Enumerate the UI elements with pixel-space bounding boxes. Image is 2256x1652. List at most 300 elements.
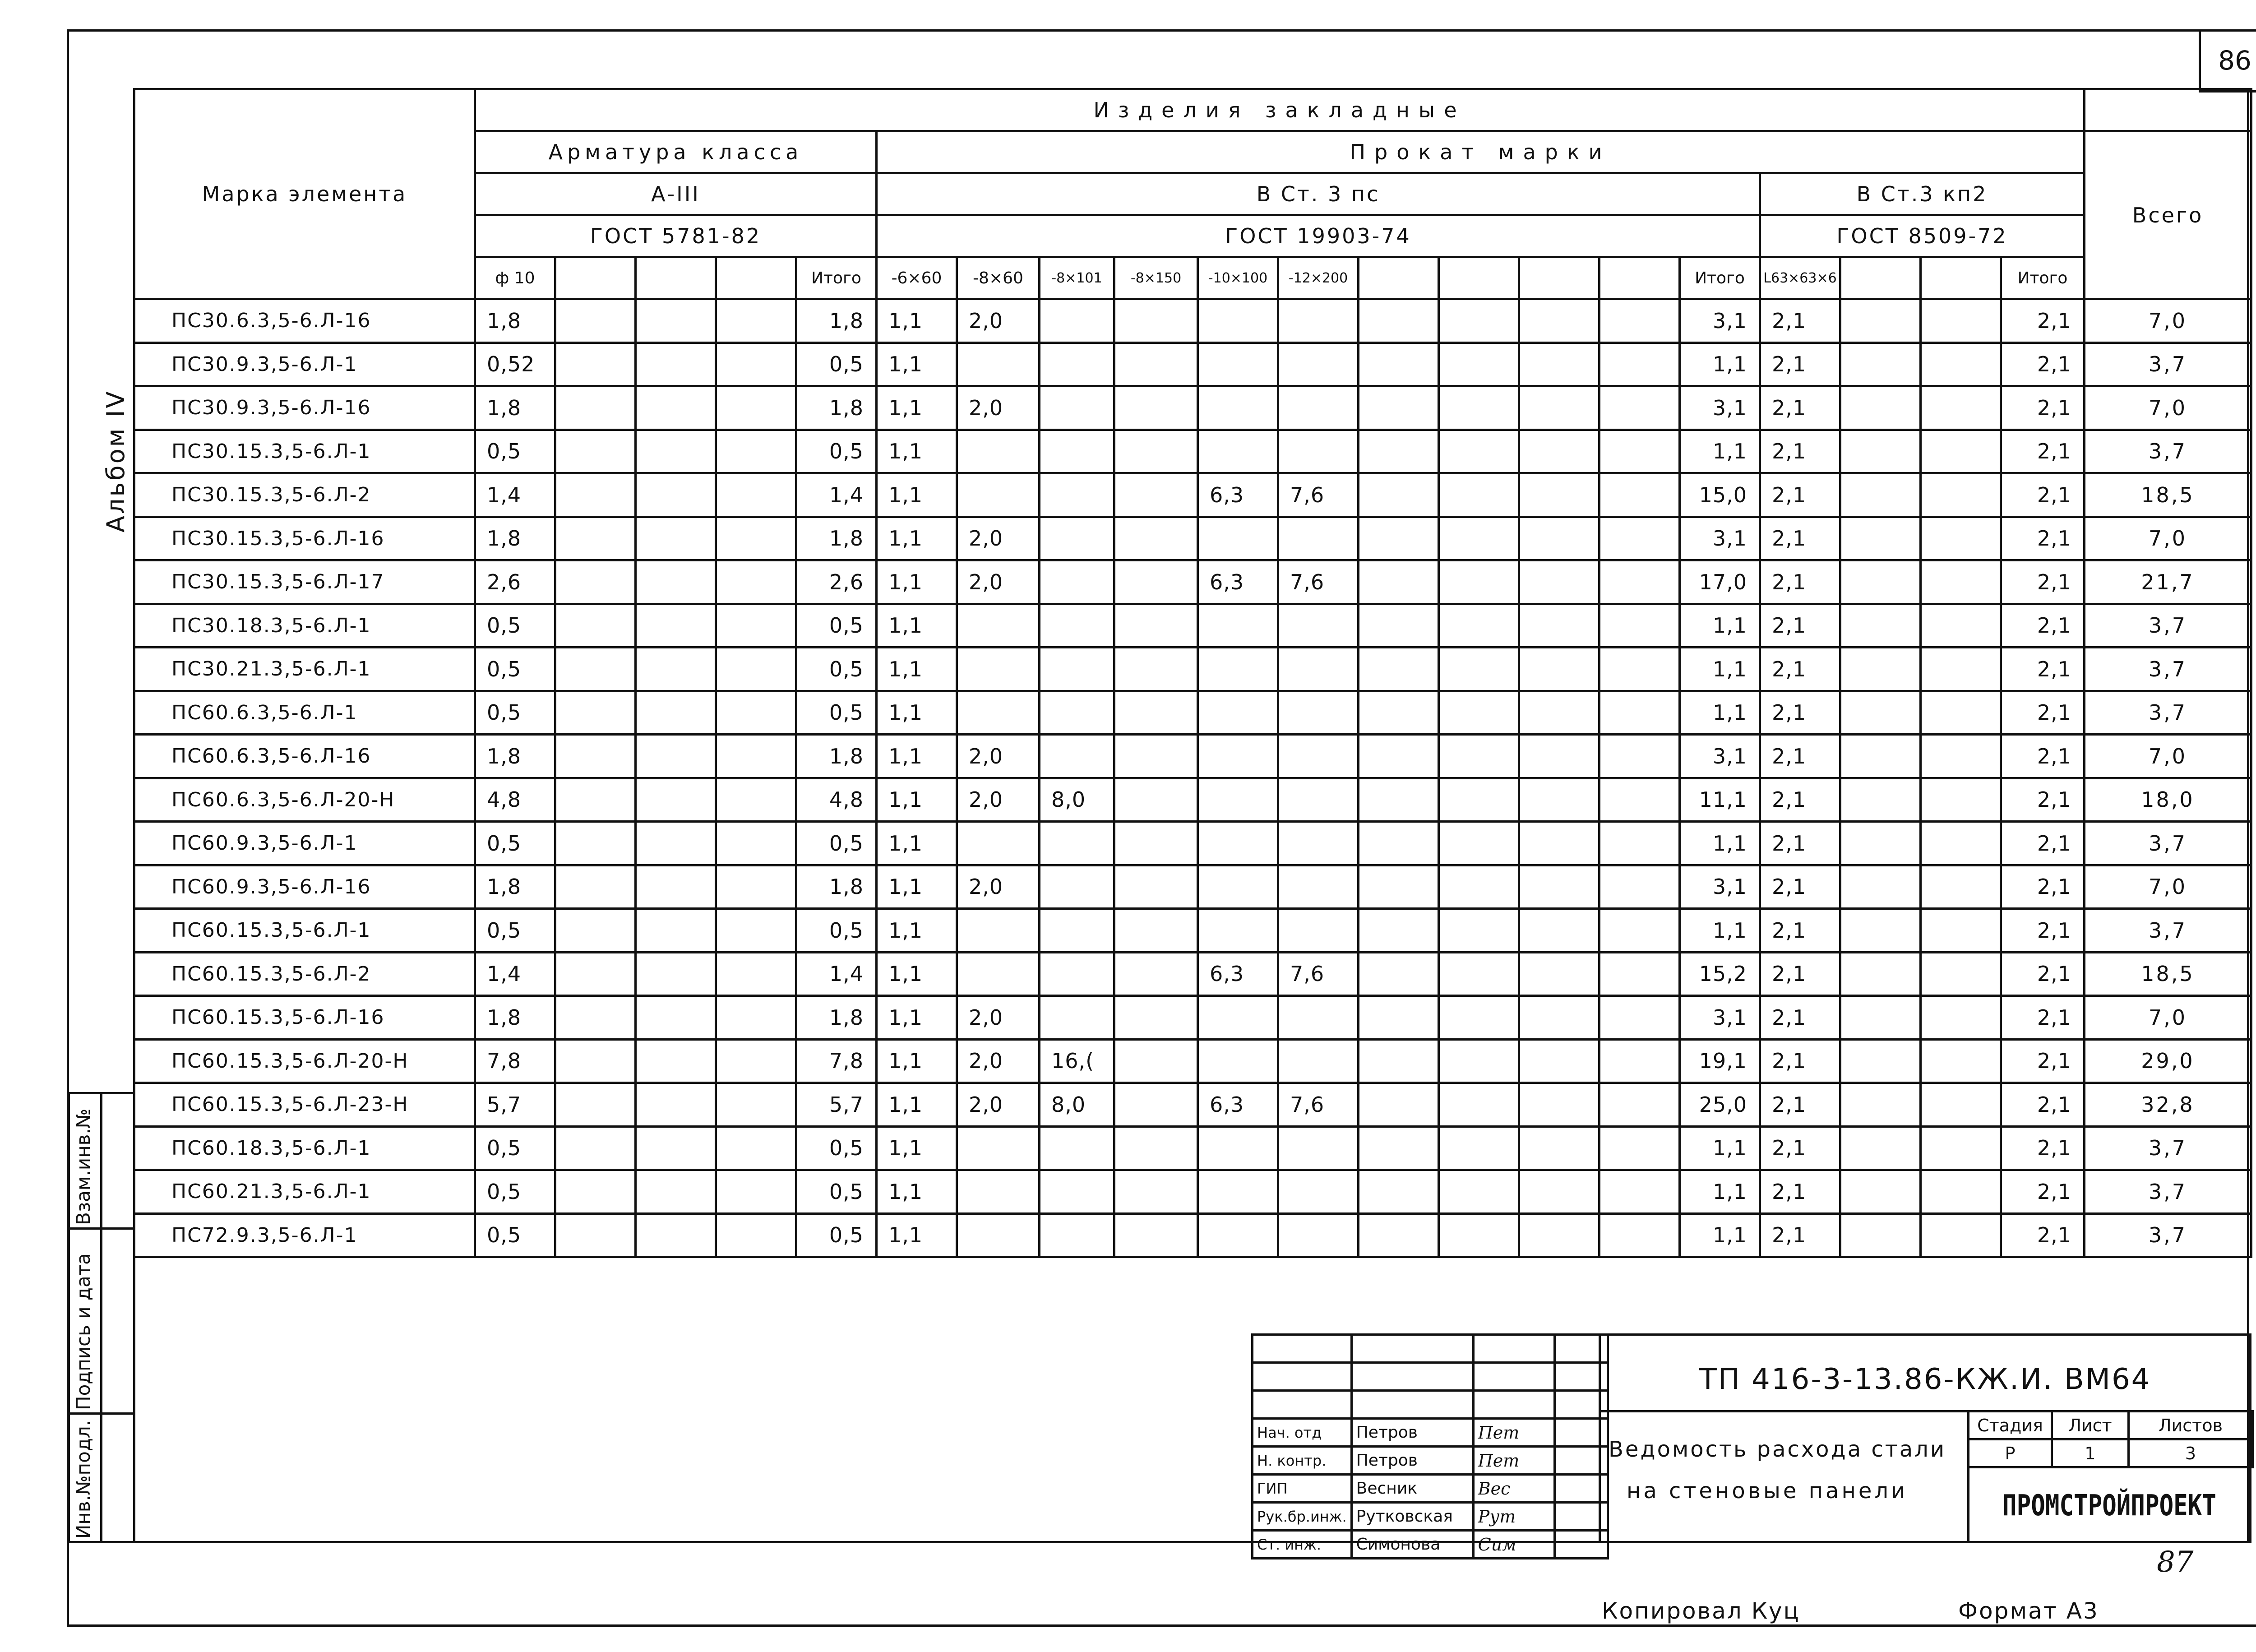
row-cell-it3: 2,1 [2001, 1039, 2085, 1083]
row-cell-c81 [1040, 996, 1114, 1040]
row-cell-c12 [1278, 386, 1359, 430]
row-cell-empty [1840, 648, 1921, 691]
row-cell-empty [1439, 822, 1519, 865]
row-cell-it1: 5,7 [796, 1083, 877, 1127]
row-cell-empty [555, 865, 636, 909]
row-cell-ang: 2,1 [1760, 778, 1840, 822]
row-cell-empty [1921, 648, 2001, 691]
row-cell-ang: 2,1 [1760, 517, 1840, 560]
row-cell-tot: 3,7 [2085, 1126, 2251, 1170]
row-cell-empty [1519, 386, 1600, 430]
row-cell-it1: 4,8 [796, 778, 877, 822]
row-cell-empty [1600, 342, 1680, 386]
col-empty [1519, 257, 1600, 299]
table-row [134, 778, 2251, 822]
row-cell-empty [1600, 648, 1680, 691]
row-cell-c12 [1278, 648, 1359, 691]
row-cell-empty [555, 430, 636, 473]
table-row [134, 342, 2251, 386]
row-cell-empty [1600, 778, 1680, 822]
row-cell-c10: 6,3 [1198, 560, 1278, 604]
row-cell-c10 [1198, 430, 1278, 473]
row-cell-c815 [1114, 648, 1198, 691]
row-cell-it3: 2,1 [2001, 909, 2085, 953]
row-cell-it3: 2,1 [2001, 1170, 2085, 1214]
row-cell-tot: 7,0 [2085, 299, 2251, 343]
header-mark: Марка элемента [134, 89, 475, 299]
row-cell-c81 [1040, 517, 1114, 560]
row-cell-c8: 2,0 [957, 1039, 1040, 1083]
stamp-empty-cell [1473, 1363, 1554, 1391]
row-cell-tot: 29,0 [2085, 1039, 2251, 1083]
row-cell-empty [1519, 604, 1600, 648]
row-cell-c815 [1114, 430, 1198, 473]
row-cell-empty [1359, 560, 1439, 604]
signer-role: ГИП [1253, 1475, 1352, 1503]
row-cell-empty [1519, 473, 1600, 517]
row-cell-empty [1600, 604, 1680, 648]
stamp-empty-cell [1351, 1391, 1473, 1419]
row-cell-empty [1519, 517, 1600, 560]
header-steel2-gost: ГОСТ 8509-72 [1760, 215, 2085, 257]
row-cell-c81 [1040, 822, 1114, 865]
row-cell-it1: 0,5 [796, 430, 877, 473]
row-cell-c12 [1278, 822, 1359, 865]
table-row [134, 517, 2251, 560]
row-cell-c81: 8,0 [1040, 1083, 1114, 1127]
row-cell-c6: 1,1 [877, 909, 957, 953]
row-cell-d10: 0,5 [475, 1126, 555, 1170]
row-cell-empty [1921, 822, 2001, 865]
signer-name: Весник [1351, 1475, 1473, 1503]
row-cell-c815 [1114, 1039, 1198, 1083]
row-cell-it3: 2,1 [2001, 691, 2085, 735]
row-cell-empty [1921, 778, 2001, 822]
row-cell-empty [716, 604, 796, 648]
row-cell-empty [555, 909, 636, 953]
table-row [134, 648, 2251, 691]
row-cell-c8: 2,0 [957, 560, 1040, 604]
row-cell-c81 [1040, 1126, 1114, 1170]
signature-row [1253, 1475, 1608, 1503]
table-row [134, 1170, 2251, 1214]
row-cell-empty [636, 735, 716, 778]
row-cell-empty [1519, 1126, 1600, 1170]
row-cell-empty [1921, 473, 2001, 517]
table-row [134, 560, 2251, 604]
row-cell-c81 [1040, 473, 1114, 517]
row-cell-it3: 2,1 [2001, 299, 2085, 343]
row-cell-it2: 3,1 [1680, 517, 1760, 560]
row-cell-empty [1840, 865, 1921, 909]
row-cell-empty [636, 648, 716, 691]
row-cell-empty [716, 735, 796, 778]
row-cell-empty [1519, 691, 1600, 735]
row-cell-it3: 2,1 [2001, 342, 2085, 386]
row-cell-it2: 1,1 [1680, 604, 1760, 648]
row-cell-c12 [1278, 430, 1359, 473]
row-cell-empty [716, 1039, 796, 1083]
row-cell-empty [555, 299, 636, 343]
row-cell-ang: 2,1 [1760, 1083, 1840, 1127]
row-cell-empty [1439, 691, 1519, 735]
row-cell-tot: 32,8 [2085, 1083, 2251, 1127]
row-cell-c6: 1,1 [877, 1213, 957, 1257]
row-cell-empty [555, 342, 636, 386]
row-cell-it3: 2,1 [2001, 517, 2085, 560]
row-cell-c815 [1114, 473, 1198, 517]
row-cell-it2: 3,1 [1680, 299, 1760, 343]
row-cell-c815 [1114, 342, 1198, 386]
row-cell-c8: 2,0 [957, 386, 1040, 430]
signer-name: Симонова [1351, 1531, 1473, 1559]
row-cell-ang: 2,1 [1760, 822, 1840, 865]
row-cell-c815 [1114, 865, 1198, 909]
row-cell-empty [1439, 560, 1519, 604]
row-cell-empty [716, 1126, 796, 1170]
row-cell-it1: 0,5 [796, 1126, 877, 1170]
row-cell-empty [636, 1213, 716, 1257]
table-row [134, 604, 2251, 648]
row-cell-tot: 3,7 [2085, 1170, 2251, 1214]
row-cell-ang: 2,1 [1760, 1170, 1840, 1214]
col-itogo1: Итого [796, 257, 877, 299]
row-cell-it1: 1,8 [796, 735, 877, 778]
side-stamp-sep2 [68, 1412, 135, 1415]
row-cell-empty [555, 473, 636, 517]
row-cell-it1: 1,4 [796, 952, 877, 996]
row-cell-c81 [1040, 909, 1114, 953]
row-cell-empty [1921, 386, 2001, 430]
row-cell-tot: 18,5 [2085, 473, 2251, 517]
row-cell-c815 [1114, 386, 1198, 430]
row-cell-c815 [1114, 299, 1198, 343]
row-cell-empty [555, 1170, 636, 1214]
row-cell-c815 [1114, 604, 1198, 648]
row-cell-empty [716, 560, 796, 604]
row-cell-empty [1439, 604, 1519, 648]
row-cell-empty [1840, 517, 1921, 560]
table-row [134, 909, 2251, 953]
row-cell-c6: 1,1 [877, 386, 957, 430]
row-cell-c10 [1198, 1170, 1278, 1214]
row-cell-c815 [1114, 1083, 1198, 1127]
row-cell-empty [1840, 604, 1921, 648]
row-mark: ПС72.9.3,5-6.Л-1 [134, 1213, 475, 1257]
row-cell-empty [1439, 909, 1519, 953]
row-cell-d10: 0,5 [475, 648, 555, 691]
row-cell-empty [1519, 299, 1600, 343]
header-empty-top [2085, 89, 2251, 131]
row-cell-empty [1600, 909, 1680, 953]
row-cell-empty [1921, 1083, 2001, 1127]
row-cell-c8: 2,0 [957, 778, 1040, 822]
side-stamp-sep1 [68, 1227, 135, 1230]
steel-table [133, 88, 2252, 1302]
row-mark: ПС30.15.3,5-6.Л-1 [134, 430, 475, 473]
row-cell-c12 [1278, 996, 1359, 1040]
row-cell-empty [1439, 952, 1519, 996]
row-cell-c8 [957, 691, 1040, 735]
row-cell-empty [555, 691, 636, 735]
row-cell-c8: 2,0 [957, 996, 1040, 1040]
row-cell-empty [1359, 822, 1439, 865]
row-cell-empty [1519, 1213, 1600, 1257]
signer-role: Рук.бр.инж. [1253, 1503, 1352, 1531]
row-cell-empty [1921, 1213, 2001, 1257]
signature: Сим [1473, 1531, 1554, 1559]
format-label: Формат А3 [1958, 1598, 2099, 1624]
table-row [134, 430, 2251, 473]
row-cell-c10 [1198, 778, 1278, 822]
row-mark: ПС60.15.3,5-6.Л-20-Н [134, 1039, 475, 1083]
header-total: Всего [2085, 131, 2251, 299]
row-cell-ang: 2,1 [1760, 1213, 1840, 1257]
row-mark: ПС30.15.3,5-6.Л-16 [134, 517, 475, 560]
row-cell-c81 [1040, 299, 1114, 343]
row-cell-d10: 1,8 [475, 996, 555, 1040]
signer-role: Н. контр. [1253, 1447, 1352, 1475]
side-stamp-divider [100, 1092, 102, 1543]
row-cell-c8 [957, 1170, 1040, 1214]
row-cell-c10 [1198, 909, 1278, 953]
row-cell-c10 [1198, 648, 1278, 691]
row-cell-it1: 2,6 [796, 560, 877, 604]
row-cell-empty [1359, 473, 1439, 517]
row-mark: ПС60.6.3,5-6.Л-1 [134, 691, 475, 735]
row-cell-empty [1840, 735, 1921, 778]
row-cell-empty [716, 299, 796, 343]
row-cell-empty [555, 735, 636, 778]
row-cell-empty [636, 1083, 716, 1127]
row-cell-c6: 1,1 [877, 1126, 957, 1170]
row-cell-empty [636, 952, 716, 996]
row-cell-c815 [1114, 952, 1198, 996]
row-cell-ang: 2,1 [1760, 1039, 1840, 1083]
row-cell-ang: 2,1 [1760, 560, 1840, 604]
row-cell-empty [1921, 299, 2001, 343]
row-cell-empty [636, 430, 716, 473]
row-cell-empty [1519, 648, 1600, 691]
row-cell-empty [636, 560, 716, 604]
row-cell-empty [555, 1039, 636, 1083]
row-cell-empty [555, 386, 636, 430]
row-cell-empty [1921, 342, 2001, 386]
row-cell-c8 [957, 473, 1040, 517]
row-cell-empty [716, 386, 796, 430]
row-cell-c8 [957, 909, 1040, 953]
row-cell-empty [1840, 1126, 1921, 1170]
stamp-empty-cell [1351, 1363, 1473, 1391]
signature-row [1253, 1419, 1608, 1447]
row-cell-c6: 1,1 [877, 822, 957, 865]
col-empty [1921, 257, 2001, 299]
row-cell-empty [555, 648, 636, 691]
row-mark: ПС60.18.3,5-6.Л-1 [134, 1126, 475, 1170]
row-cell-empty [1519, 865, 1600, 909]
row-cell-empty [1439, 430, 1519, 473]
row-cell-c8: 2,0 [957, 865, 1040, 909]
col-empty [636, 257, 716, 299]
row-cell-c81 [1040, 735, 1114, 778]
row-cell-c815 [1114, 909, 1198, 953]
row-mark: ПС30.15.3,5-6.Л-2 [134, 473, 475, 517]
signature-block [1251, 1333, 1609, 1559]
row-cell-empty [1921, 952, 2001, 996]
row-cell-empty [1439, 1213, 1519, 1257]
col-empty [555, 257, 636, 299]
row-cell-c12 [1278, 778, 1359, 822]
row-cell-it1: 0,5 [796, 1170, 877, 1214]
row-cell-d10: 0,52 [475, 342, 555, 386]
row-cell-it2: 1,1 [1680, 430, 1760, 473]
row-cell-empty [1921, 1170, 2001, 1214]
signer-role: Ст. инж. [1253, 1531, 1352, 1559]
row-cell-empty [1840, 909, 1921, 953]
row-cell-c10: 6,3 [1198, 1083, 1278, 1127]
row-mark: ПС30.18.3,5-6.Л-1 [134, 604, 475, 648]
row-cell-empty [636, 299, 716, 343]
col-itogo2: Итого [1680, 257, 1760, 299]
row-cell-it2: 15,2 [1680, 952, 1760, 996]
row-cell-c815 [1114, 1213, 1198, 1257]
row-cell-empty [636, 473, 716, 517]
row-mark: ПС60.21.3,5-6.Л-1 [134, 1170, 475, 1214]
row-cell-c12: 7,6 [1278, 952, 1359, 996]
row-cell-empty [636, 822, 716, 865]
header-armatura: Арматура класса [475, 131, 877, 173]
row-cell-empty [1439, 1170, 1519, 1214]
row-cell-it3: 2,1 [2001, 1213, 2085, 1257]
row-mark: ПС60.15.3,5-6.Л-23-Н [134, 1083, 475, 1127]
row-cell-it3: 2,1 [2001, 822, 2085, 865]
row-cell-c12 [1278, 299, 1359, 343]
row-cell-tot: 18,5 [2085, 952, 2251, 996]
row-cell-c8 [957, 822, 1040, 865]
row-cell-it2: 1,1 [1680, 822, 1760, 865]
row-cell-empty [1921, 735, 2001, 778]
row-cell-empty [636, 386, 716, 430]
row-cell-empty [636, 691, 716, 735]
row-cell-empty [1921, 909, 2001, 953]
row-cell-empty [636, 909, 716, 953]
row-cell-empty [1840, 996, 1921, 1040]
row-cell-c10: 6,3 [1198, 952, 1278, 996]
header-armatura-gost: ГОСТ 5781-82 [475, 215, 877, 257]
row-cell-empty [716, 1170, 796, 1214]
row-cell-tot: 3,7 [2085, 1213, 2251, 1257]
row-cell-empty [636, 1126, 716, 1170]
row-cell-empty [1840, 778, 1921, 822]
row-cell-empty [1921, 865, 2001, 909]
row-cell-it2: 1,1 [1680, 1213, 1760, 1257]
row-cell-ang: 2,1 [1760, 865, 1840, 909]
row-cell-tot: 7,0 [2085, 517, 2251, 560]
row-cell-empty [1840, 473, 1921, 517]
col-d10: ф 10 [475, 257, 555, 299]
table-row [134, 822, 2251, 865]
row-mark: ПС30.9.3,5-6.Л-1 [134, 342, 475, 386]
row-cell-it1: 0,5 [796, 342, 877, 386]
row-cell-empty [1921, 517, 2001, 560]
row-cell-empty [1921, 996, 2001, 1040]
row-cell-c6: 1,1 [877, 952, 957, 996]
row-cell-empty [1600, 865, 1680, 909]
row-cell-it1: 0,5 [796, 604, 877, 648]
row-cell-c815 [1114, 822, 1198, 865]
row-cell-c10 [1198, 386, 1278, 430]
col-8x60: -8×60 [957, 257, 1040, 299]
table-row [134, 299, 2251, 343]
row-cell-empty [1439, 735, 1519, 778]
header-armatura-class: А-III [475, 173, 877, 215]
row-cell-empty [1519, 909, 1600, 953]
row-cell-it3: 2,1 [2001, 735, 2085, 778]
doc-code: ТП 416-3-13.86-КЖ.И. ВМ64 [1699, 1363, 2151, 1396]
table-row [134, 735, 2251, 778]
row-cell-it1: 1,8 [796, 996, 877, 1040]
row-cell-c6: 1,1 [877, 430, 957, 473]
row-cell-empty [1840, 299, 1921, 343]
col-itogo3: Итого [2001, 257, 2085, 299]
row-cell-empty [555, 1083, 636, 1127]
header-prokat: Прокат марки [877, 131, 2085, 173]
row-cell-empty [1840, 691, 1921, 735]
row-cell-ang: 2,1 [1760, 342, 1840, 386]
row-cell-c6: 1,1 [877, 691, 957, 735]
row-cell-c12: 7,6 [1278, 560, 1359, 604]
row-cell-empty [1600, 996, 1680, 1040]
row-cell-it1: 7,8 [796, 1039, 877, 1083]
row-cell-empty [716, 1213, 796, 1257]
row-cell-c12 [1278, 735, 1359, 778]
row-cell-it1: 1,8 [796, 386, 877, 430]
row-cell-c10 [1198, 1039, 1278, 1083]
row-cell-it2: 1,1 [1680, 648, 1760, 691]
row-cell-d10: 1,8 [475, 735, 555, 778]
row-cell-empty [1600, 1039, 1680, 1083]
row-cell-it2: 1,1 [1680, 1126, 1760, 1170]
row-cell-c6: 1,1 [877, 735, 957, 778]
row-cell-empty [1840, 386, 1921, 430]
row-cell-tot: 7,0 [2085, 865, 2251, 909]
row-cell-it3: 2,1 [2001, 386, 2085, 430]
row-cell-d10: 5,7 [475, 1083, 555, 1127]
row-cell-empty [1840, 560, 1921, 604]
col-empty [1439, 257, 1519, 299]
stage-table [1967, 1410, 2254, 1468]
row-cell-empty [1359, 1083, 1439, 1127]
row-cell-empty [1519, 952, 1600, 996]
row-cell-empty [716, 473, 796, 517]
row-mark: ПС30.6.3,5-6.Л-16 [134, 299, 475, 343]
row-cell-empty [1600, 952, 1680, 996]
table-row [134, 1213, 2251, 1257]
row-cell-d10: 0,5 [475, 430, 555, 473]
row-cell-c10 [1198, 299, 1278, 343]
row-cell-ang: 2,1 [1760, 648, 1840, 691]
handwritten-number: 87 [2157, 1546, 2194, 1579]
row-cell-it2: 17,0 [1680, 560, 1760, 604]
stamp-empty-cell [1473, 1335, 1554, 1363]
row-cell-c81 [1040, 604, 1114, 648]
row-cell-d10: 0,5 [475, 691, 555, 735]
col-empty [1840, 257, 1921, 299]
row-cell-ang: 2,1 [1760, 691, 1840, 735]
row-cell-it2: 3,1 [1680, 386, 1760, 430]
row-cell-c12 [1278, 1170, 1359, 1214]
row-cell-empty [1921, 1039, 2001, 1083]
